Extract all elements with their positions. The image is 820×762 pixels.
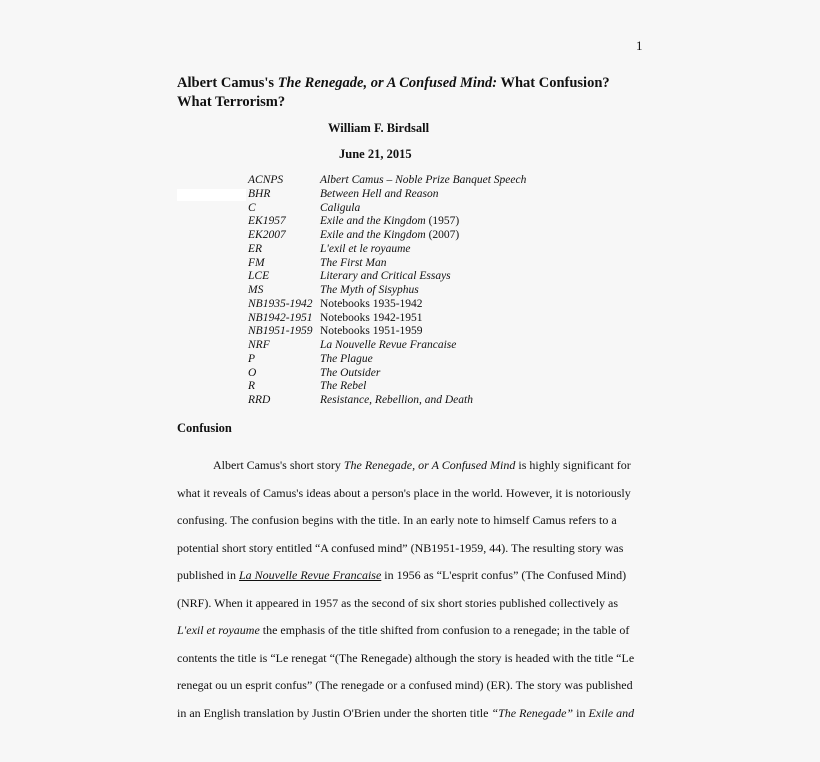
abbreviation-code: NRF [248,339,270,351]
abbreviation-title: Albert Camus – Noble Prize Banquet Speech [320,174,527,186]
abbreviation-code: EK1957 [248,215,286,228]
abbreviation-row [248,367,526,381]
body-line: Albert Camus's short story The Renegade, or A Confused Mind is highly significant for [213,458,631,472]
abbreviation-code: BHR [248,187,271,200]
title-suffix: What Confusion? What Terrorism? [177,75,610,110]
abbreviation-code: NB1951-1959 [248,325,313,338]
document-date: June 21, 2015 [339,147,412,161]
abbreviation-title: Notebooks 1942-1951 [320,311,423,324]
abbreviation-code: LCE [248,270,270,283]
abbreviation-title: The First Man [320,256,387,269]
abbreviation-code: ER [248,242,263,255]
section-heading: Confusion [177,421,232,435]
abbreviation-row [248,243,526,257]
abbreviation-title: Notebooks 1935-1942 [320,297,423,310]
title-italic: The Renegade, or A Confused Mind: [277,75,498,91]
abbreviation-code: P [248,352,256,365]
abbreviation-title: Caligula [320,201,361,214]
abbreviation-row [248,312,526,326]
abbreviation-title: Resistance, Rebellion, and Death [320,394,473,406]
body-line: what it reveals of Camus's ideas about a person's place in the world. However, it is notoriously [177,485,631,500]
abbreviation-title: L'exil et le royaume [320,242,411,255]
body-line: L'exil et royaume the emphasis of the title shifted from confusion to a renegade; in the table of [177,623,630,637]
abbreviation-row [248,394,526,408]
author-name: William F. Birdsall [328,121,430,135]
body-line: (NRF). When it appeared in 1957 as the second of six short stories published collectively as [177,595,619,610]
abbreviation-code: O [248,366,257,379]
abbreviation-row [248,270,526,284]
abbreviation-title: The Myth of Sisyphus [320,284,419,296]
abbreviation-row [248,284,526,298]
abbreviation-title: Between Hell and Reason [320,187,439,200]
abbreviation-title: The Plague [320,352,373,365]
abbreviation-code: C [248,201,256,214]
body-line: contents the title is “Le renegat “(The Renegade) although the story is headed with the title “Le [177,650,635,665]
abbreviation-row [248,229,526,243]
abbreviation-row [248,298,526,312]
body-line: confusing. The confusion begins with the title. In an early note to himself Camus refers to a [177,513,617,527]
abbreviation-title: Literary and Critical Essays [320,270,451,283]
abbreviation-code: FM [248,256,265,269]
title-prefix: Albert Camus's [177,75,278,91]
body-line: in an English translation by Justin O'Brien under the shorten title “The Renegade” in Exile and [177,705,635,720]
abbreviation-row [248,215,526,229]
highlight-strip [177,189,246,201]
abbreviation-code: NB1935-1942 [248,297,313,310]
abbreviation-row [248,325,526,339]
abbreviation-code: EK2007 [248,229,286,241]
abbreviation-title: The Rebel [320,380,367,393]
abbreviation-row [248,188,526,202]
body-line: renegat ou un esprit confus” (The renegade or a confused mind) (ER). The story was published [177,678,633,692]
abbreviation-row [248,257,526,271]
abbreviation-code: MS [248,284,264,296]
abbreviation-row [248,202,526,216]
abbreviation-code: ACNPS [248,174,284,186]
abbreviation-title: La Nouvelle Revue Francaise [320,339,457,351]
abbreviation-code: NB1942-1951 [248,311,313,324]
abbreviation-row [248,353,526,367]
body-line: published in La Nouvelle Revue Francaise in 1956 as “L'esprit confus” (The Confused Mind) [177,568,627,582]
abbreviation-title: Exile and the Kingdom (1957) [320,215,460,228]
abbreviation-title: Notebooks 1951-1959 [320,325,423,338]
document-title [177,74,647,112]
body-line: potential short story entitled “A confused mind” (NB1951-1959, 44). The resulting story was [177,540,624,555]
body-text [177,458,637,733]
abbreviation-row [248,339,526,353]
page-number: 1 [636,38,643,53]
abbreviation-title: The Outsider [320,366,381,379]
abbreviation-row [248,380,526,394]
abbreviation-title: Exile and the Kingdom (2007) [320,229,460,241]
abbreviation-code: R [248,380,256,393]
abbreviations-table [248,174,526,408]
abbreviation-row [248,174,526,188]
abbreviation-code: RRD [248,394,271,406]
